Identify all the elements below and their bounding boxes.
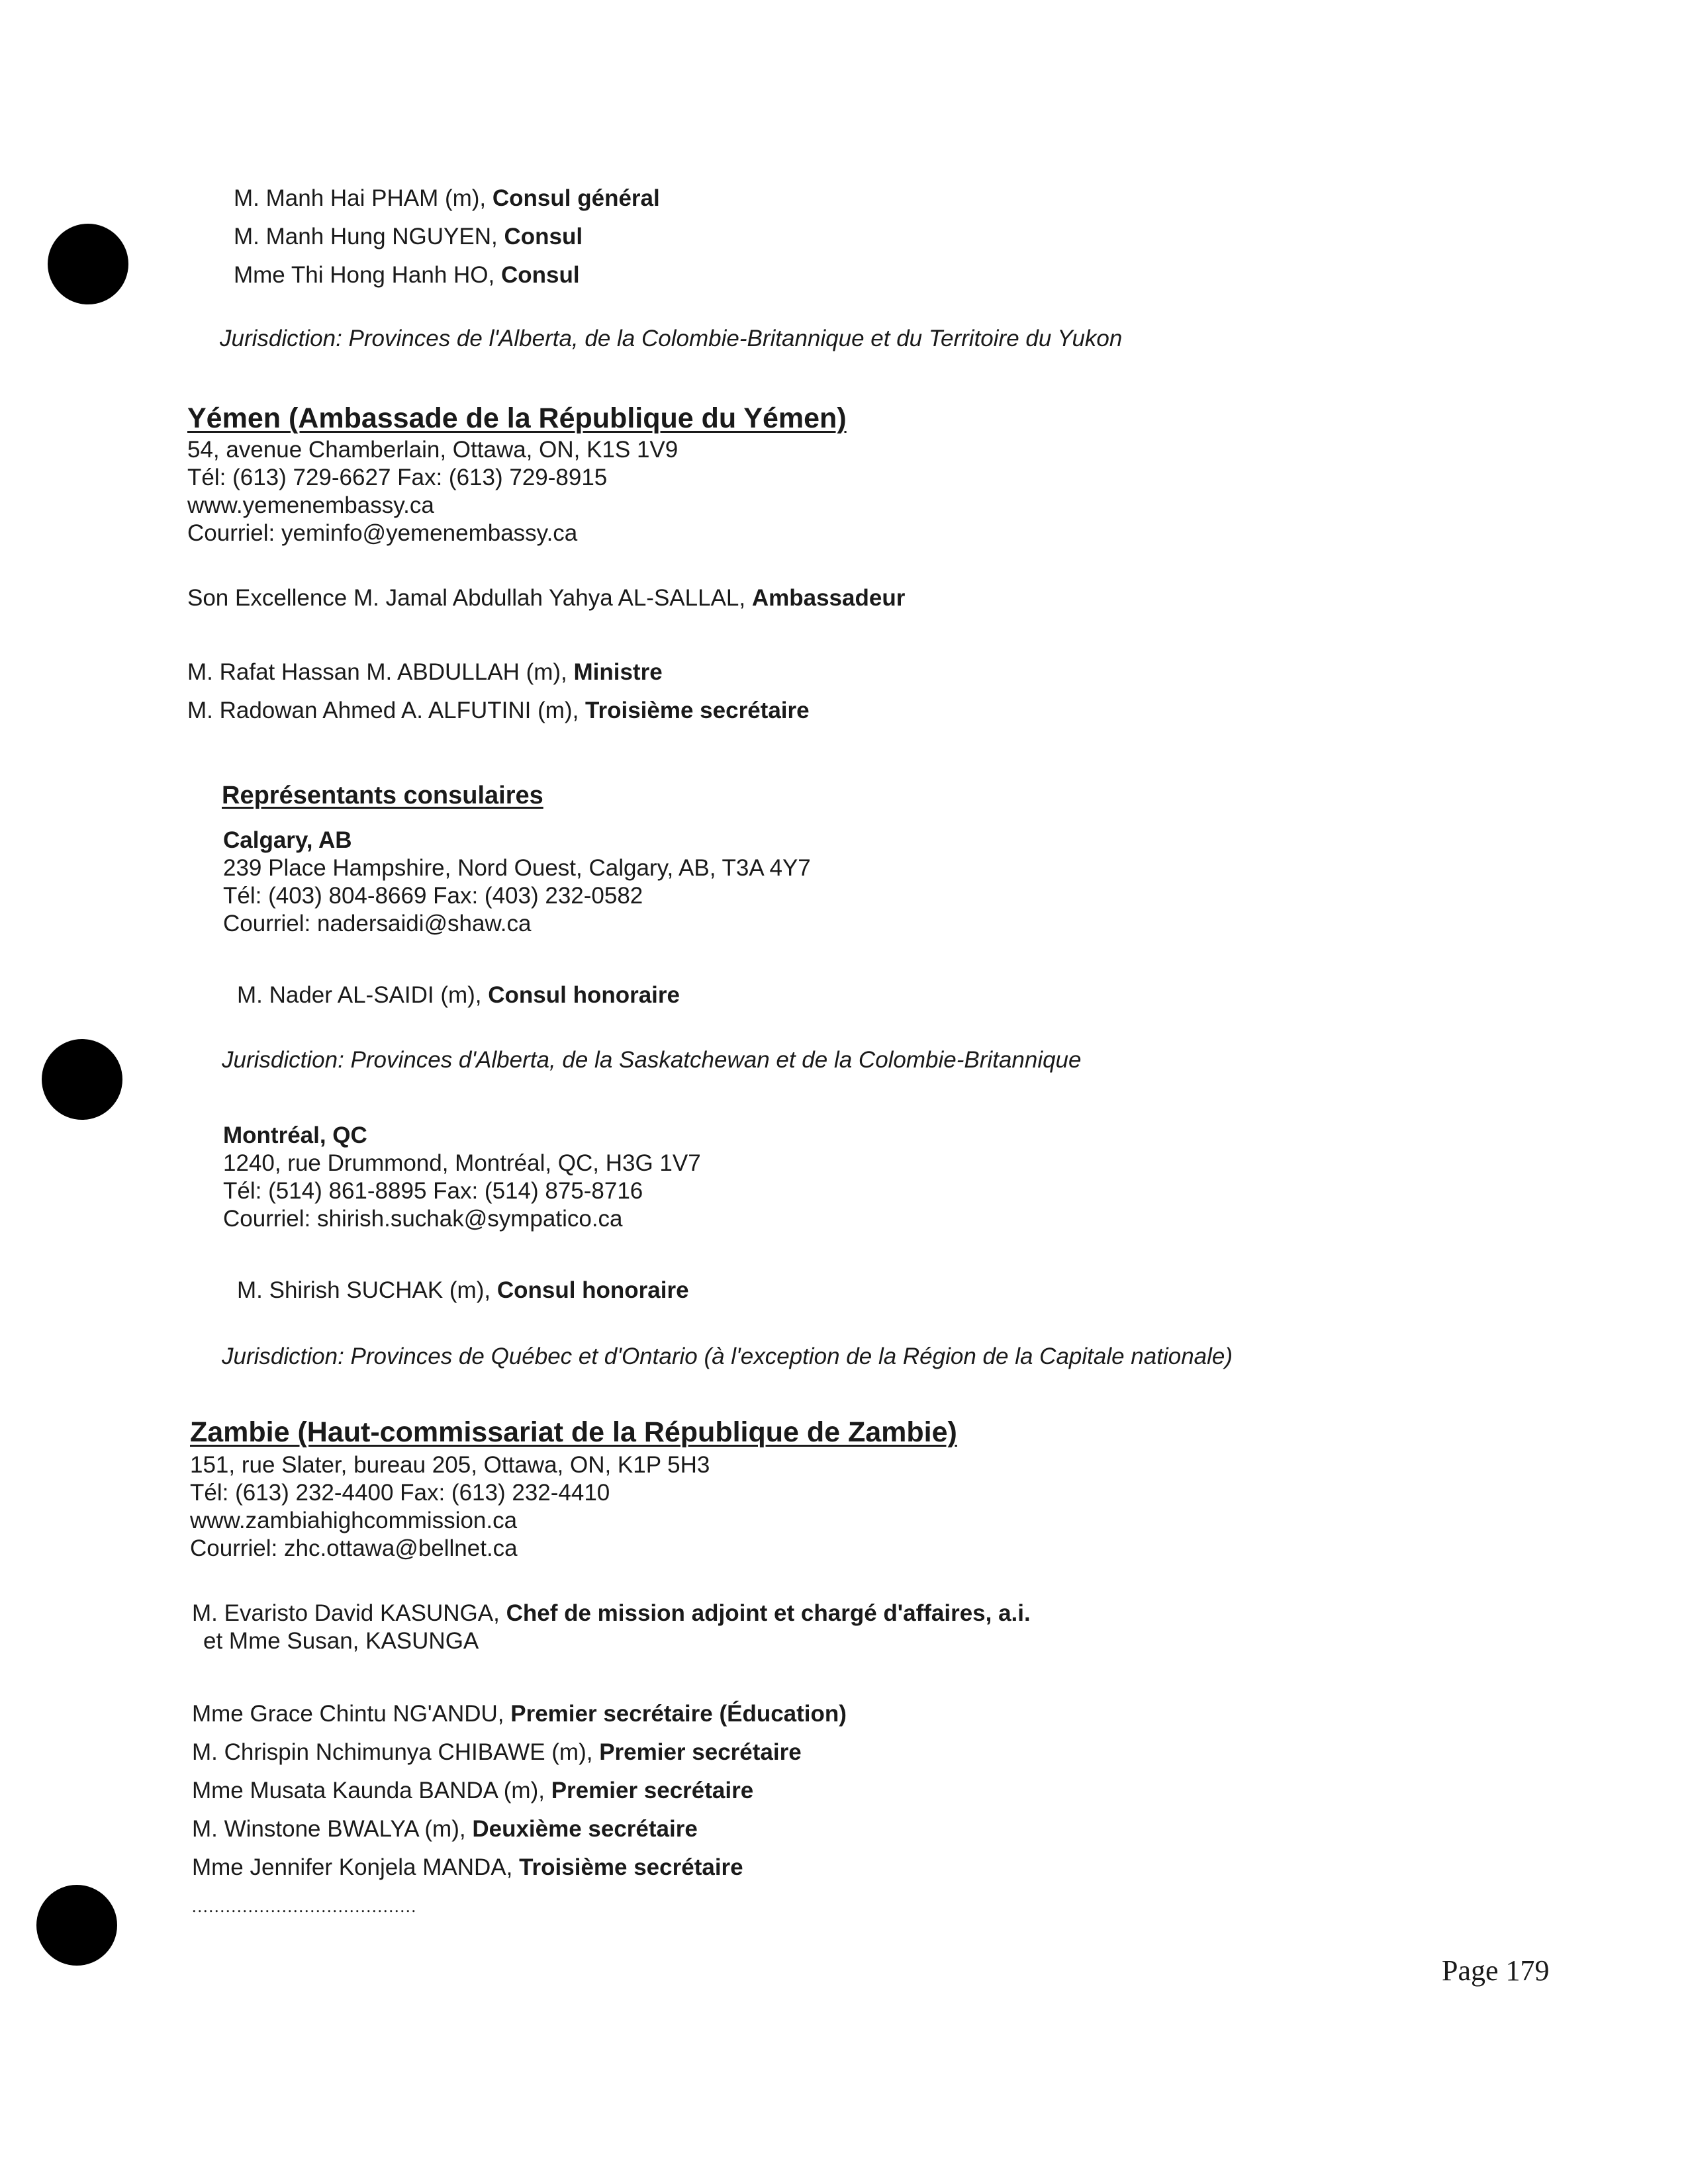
email: Courriel: yeminfo@yemenembassy.ca (187, 520, 578, 546)
staff-line (192, 1701, 847, 1727)
staff-name: M. Evaristo David KASUNGA, (192, 1600, 506, 1626)
staff-name: M. Shirish SUCHAK (m), (237, 1277, 497, 1303)
address: 239 Place Hampshire, Nord Ouest, Calgary, AB, T3A 4Y7 (223, 855, 811, 881)
staff-title: Troisième secrétaire (585, 698, 810, 723)
page-number: Page 179 (1442, 1954, 1550, 1987)
address: 1240, rue Drummond, Montréal, QC, H3G 1V7 (223, 1150, 701, 1176)
staff-name: M. Radowan Ahmed A. ALFUTINI (m), (187, 698, 586, 723)
staff-title: Deuxième secrétaire (472, 1816, 698, 1842)
staff-line (187, 659, 663, 686)
staff-title: Chef de mission adjoint et chargé d'affaires, a.i. (506, 1600, 1031, 1626)
website: www.yemenembassy.ca (187, 492, 434, 518)
staff-name: Mme Thi Hong Hanh HO, (234, 262, 501, 288)
phone-fax: Tél: (403) 804-8669 Fax: (403) 232-0582 (223, 883, 643, 909)
staff-title: Consul (504, 224, 583, 250)
staff-name: Son Excellence M. Jamal Abdullah Yahya AL-SALLAL, (187, 585, 752, 611)
staff-name: M. Winstone BWALYA (m), (192, 1816, 473, 1842)
punch-hole-bottom (36, 1885, 117, 1966)
jurisdiction-text: Jurisdiction: Provinces de l'Alberta, de la Colombie-Britannique et du Territoire du Yukon (220, 326, 1123, 351)
address: 54, avenue Chamberlain, Ottawa, ON, K1S 1V9 (187, 437, 679, 463)
spouse-line: et Mme Susan, KASUNGA (203, 1628, 479, 1654)
staff-title: Consul général (492, 185, 660, 211)
staff-name: M. Chrispin Nchimunya CHIBAWE (m), (192, 1739, 600, 1765)
jurisdiction-text: Jurisdiction: Provinces de Québec et d'Ontario (à l'exception de la Région de la Capitale nationale) (222, 1343, 1233, 1369)
staff-line (192, 1816, 698, 1843)
staff-line (192, 1600, 1031, 1627)
punch-hole-middle (42, 1039, 122, 1120)
staff-line (187, 698, 810, 724)
staff-title: Premier secrétaire (551, 1778, 754, 1803)
website: www.zambiahighcommission.ca (190, 1508, 518, 1533)
staff-name: Mme Grace Chintu NG'ANDU, (192, 1701, 511, 1727)
staff-title: Ministre (573, 659, 663, 685)
consular-heading: Représentants consulaires (222, 782, 543, 809)
city-heading: Calgary, AB (223, 827, 352, 853)
punch-hole-top (48, 224, 128, 304)
address: 151, rue Slater, bureau 205, Ottawa, ON, K1P 5H3 (190, 1452, 710, 1478)
phone-fax: Tél: (514) 861-8895 Fax: (514) 875-8716 (223, 1178, 643, 1204)
staff-name: M. Nader AL-SAIDI (m), (237, 982, 489, 1008)
email: Courriel: nadersaidi@shaw.ca (223, 911, 532, 936)
staff-line (234, 262, 580, 289)
staff-line (237, 1277, 689, 1304)
email: Courriel: zhc.ottawa@bellnet.ca (190, 1535, 518, 1561)
staff-title: Troisième secrétaire (519, 1854, 743, 1880)
yemen-heading: Yémen (Ambassade de la République du Yémen) (187, 402, 847, 434)
staff-line (234, 185, 660, 212)
staff-title: Consul honoraire (488, 982, 680, 1008)
staff-name: M. Rafat Hassan M. ABDULLAH (m), (187, 659, 574, 685)
staff-name: Mme Jennifer Konjela MANDA, (192, 1854, 520, 1880)
staff-name: M. Manh Hai PHAM (m), (234, 185, 492, 211)
phone-fax: Tél: (613) 232-4400 Fax: (613) 232-4410 (190, 1480, 610, 1506)
staff-name: M. Manh Hung NGUYEN, (234, 224, 504, 250)
staff-title: Premier secrétaire (599, 1739, 802, 1765)
email: Courriel: shirish.suchak@sympatico.ca (223, 1206, 623, 1232)
zambia-heading: Zambie (Haut-commissariat de la République de Zambie) (190, 1416, 957, 1448)
staff-line (237, 982, 680, 1009)
staff-line (234, 224, 583, 250)
jurisdiction-text: Jurisdiction: Provinces d'Alberta, de la Saskatchewan et de la Colombie-Britannique (222, 1047, 1082, 1073)
staff-line (192, 1778, 753, 1804)
staff-line (192, 1854, 743, 1881)
city-heading: Montréal, QC (223, 1122, 367, 1148)
staff-name: Mme Musata Kaunda BANDA (m), (192, 1778, 551, 1803)
staff-title: Consul honoraire (496, 1277, 689, 1303)
dotted-separator: ........................................ (192, 1897, 417, 1916)
staff-title: Premier secrétaire (Éducation) (510, 1701, 847, 1727)
phone-fax: Tél: (613) 729-6627 Fax: (613) 729-8915 (187, 465, 608, 490)
staff-title: Ambassadeur (751, 585, 906, 611)
staff-line (187, 585, 905, 612)
staff-line (192, 1739, 802, 1766)
staff-title: Consul (500, 262, 580, 288)
